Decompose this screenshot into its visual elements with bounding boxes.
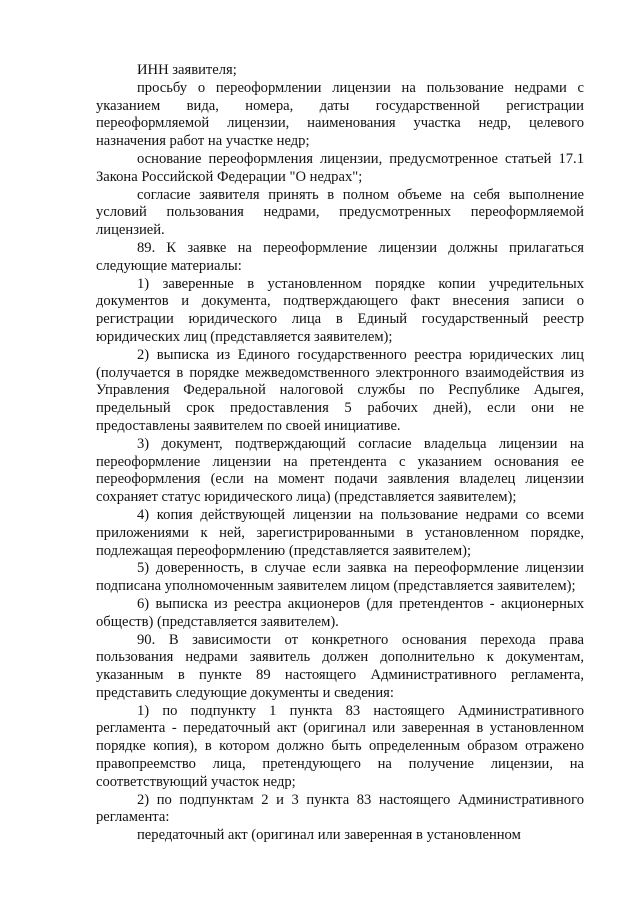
paragraph-90-item-2: 2) по подпунктам 2 и 3 пункта 83 настоящего Административного регламента: xyxy=(96,791,584,826)
paragraph-89-item-3: 3) документ, подтверждающий согласие владельца лицензии на переоформление лицензии на претендента с указанием основания ее переоформления (если на момент подачи заявления владелец лицензии сохраняет статус юридического лица) (представляется заявителем); xyxy=(96,435,584,506)
paragraph-inn: ИНН заявителя; xyxy=(137,62,237,78)
paragraph-89-item-2: 2) выписка из Единого государственного реестра юридических лиц (получается в порядке межведомственного электронного взаимодействия из Управления Федеральной налоговой службы по Республике Адыгея, предельный срок предоставления 5 рабочих дней), если они не предоставлены заявителем по своей инициативе. xyxy=(96,346,584,434)
paragraph-basis: основание переоформления лицензии, предусмотренное статьей 17.1 Закона Российской Федерации "О недрах"; xyxy=(96,150,584,185)
paragraph-89-item-4: 4) копия действующей лицензии на пользование недрами со всеми приложениями к ней, зарегистрированными в установленном порядке, подлежащая переоформлению (представляется заявителем); xyxy=(96,506,584,559)
paragraph-90-item-1: 1) по подпункту 1 пункта 83 настоящего Административного регламента - передаточный акт (оригинал или заверенная в установленном порядке копия), в котором должно быть определенным образом отражено правопреемство лица, претендующего на получение лицензии, на соответствующий участок недр; xyxy=(96,702,584,790)
paragraph-89-heading: 89. К заявке на переоформление лицензии должны прилагаться следующие материалы: xyxy=(96,239,584,274)
paragraph-request: просьбу о переоформлении лицензии на пользование недрами с указанием вида, номера, даты государственной регистрации переоформляемой лицензии, наименования участка недр, целевого назначения работ на участке недр; xyxy=(96,79,584,150)
paragraph-transfer-act: передаточный акт (оригинал или заверенная в установленном xyxy=(137,827,521,844)
paragraph-consent: согласие заявителя принять в полном объеме на себя выполнение условий пользования недрами, предусмотренных переоформляемой лицензией. xyxy=(96,186,584,239)
paragraph-89-item-6: 6) выписка из реестра акционеров (для претендентов - акционерных обществ) (представляется заявителем). xyxy=(96,595,584,630)
paragraph-89-item-5: 5) доверенность, в случае если заявка на переоформление лицензии подписана уполномоченным заявителем лицом (представляется заявителем); xyxy=(96,560,584,595)
paragraph-90-heading: 90. В зависимости от конкретного основания перехода права пользования недрами заявитель должен дополнительно к документам, указанным в пункте 89 настоящего Административного регламента, представить следующие документы и сведения: xyxy=(96,631,584,701)
document-body xyxy=(96,62,584,845)
paragraph-89-item-1: 1) заверенные в установленном порядке копии учредительных документов и документа, подтверждающего факт внесения записи о регистрации юридического лица в Единый государственный реестр юридических лиц (представляется заявителем); xyxy=(96,275,584,345)
